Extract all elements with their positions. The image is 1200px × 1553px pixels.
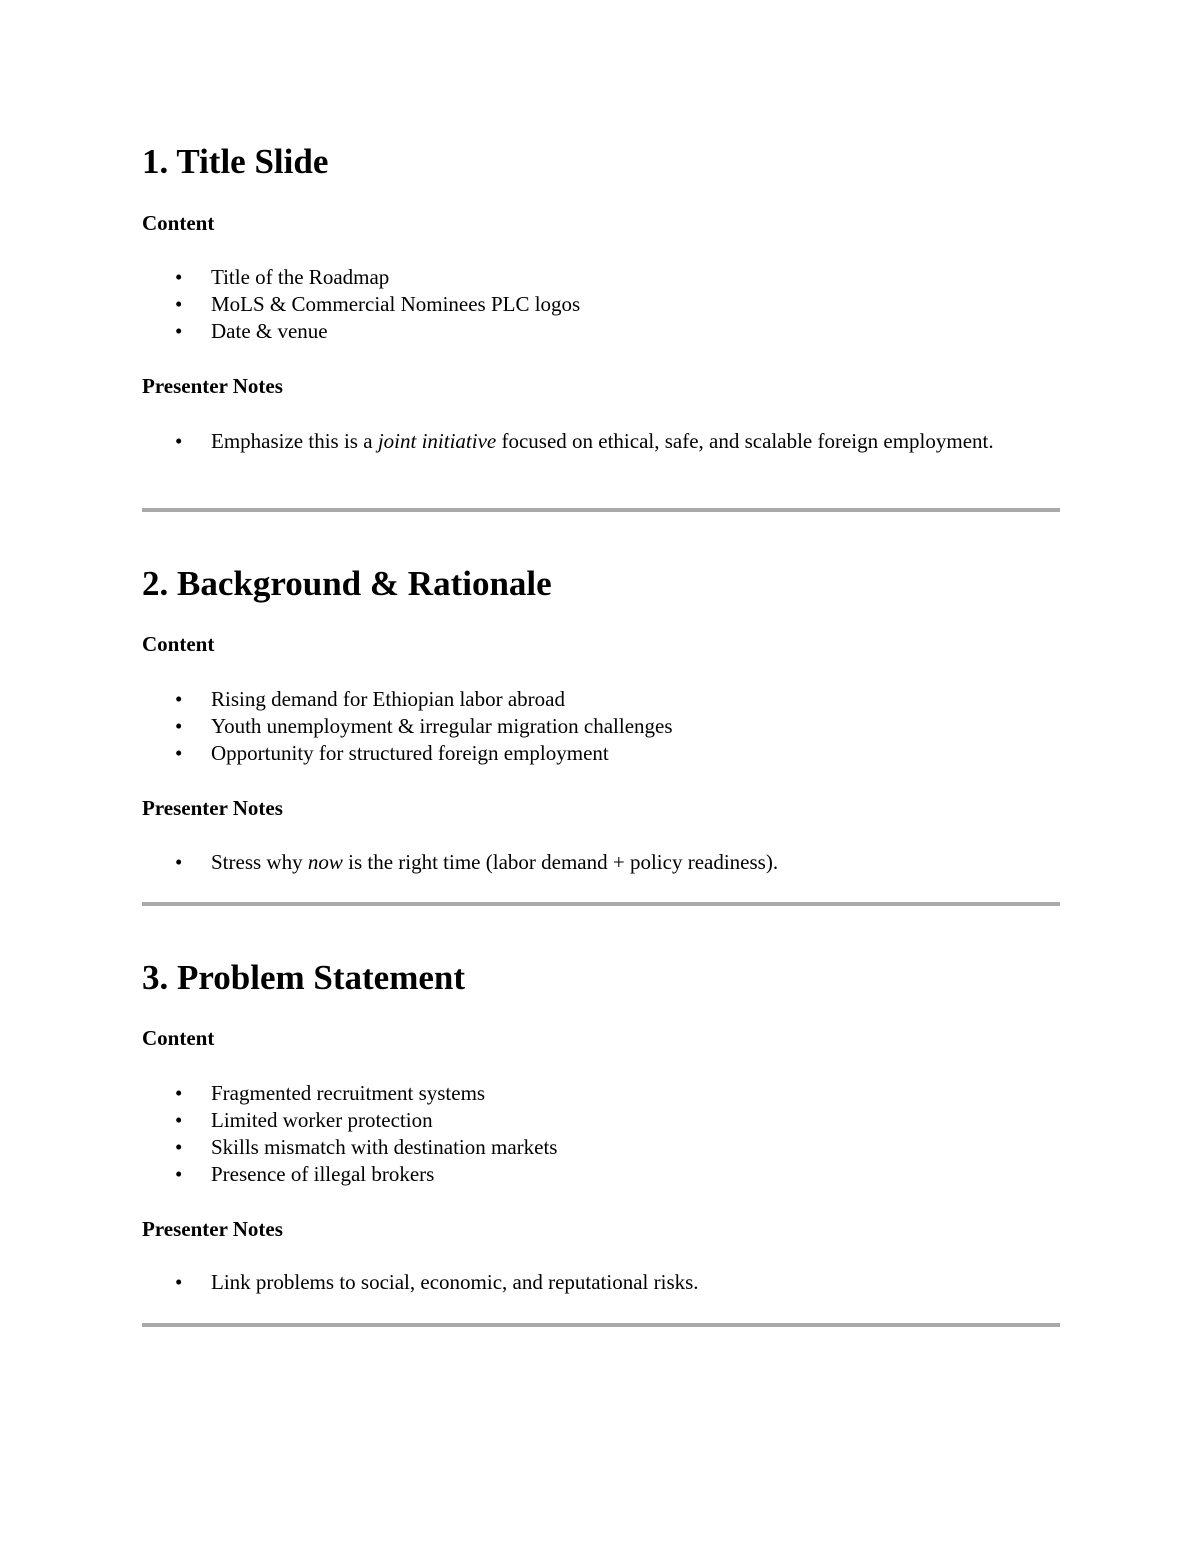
list-item: • Date & venue bbox=[142, 318, 1060, 345]
content-list bbox=[142, 686, 1060, 767]
section-heading: 3. Problem Statement bbox=[142, 958, 466, 997]
note-emphasis: now bbox=[307, 850, 343, 874]
section-heading: 1. Title Slide bbox=[142, 142, 329, 181]
note-text: Link problems to social, economic, and reputational risks. bbox=[211, 1270, 699, 1294]
notes-list bbox=[142, 849, 1060, 876]
list-item: • Rising demand for Ethiopian labor abroad bbox=[142, 686, 1060, 713]
presenter-notes-label: Presenter Notes bbox=[142, 374, 283, 398]
content-label: Content bbox=[142, 632, 215, 656]
list-item: • Fragmented recruitment systems bbox=[142, 1080, 1060, 1107]
list-item: • Presence of illegal brokers bbox=[142, 1161, 1060, 1188]
notes-list bbox=[142, 1269, 1060, 1296]
note-item bbox=[142, 1269, 1060, 1296]
section-heading: 2. Background & Rationale bbox=[142, 564, 552, 603]
list-item: • Youth unemployment & irregular migration challenges bbox=[142, 713, 1060, 740]
note-text: focused on ethical, safe, and scalable foreign employment. bbox=[496, 429, 994, 453]
note-text: Stress why bbox=[211, 850, 308, 874]
notes-list bbox=[142, 428, 1060, 455]
content-label: Content bbox=[142, 211, 215, 235]
note-emphasis: joint initiative bbox=[377, 429, 497, 453]
content-label: Content bbox=[142, 1026, 215, 1050]
list-item: • MoLS & Commercial Nominees PLC logos bbox=[142, 291, 1060, 318]
list-item: • Opportunity for structured foreign employment bbox=[142, 740, 1060, 767]
note-text: Emphasize this is a bbox=[211, 429, 378, 453]
list-item: • Skills mismatch with destination markets bbox=[142, 1134, 1060, 1161]
note-item bbox=[142, 428, 1060, 455]
note-item bbox=[142, 849, 1060, 876]
presenter-notes-label: Presenter Notes bbox=[142, 796, 283, 820]
section-divider bbox=[142, 902, 1060, 906]
content-list bbox=[142, 264, 1060, 345]
list-item: • Limited worker protection bbox=[142, 1107, 1060, 1134]
section-divider bbox=[142, 1323, 1060, 1327]
list-item: • Title of the Roadmap bbox=[142, 264, 1060, 291]
content-list bbox=[142, 1080, 1060, 1188]
note-text: is the right time (labor demand + policy readiness). bbox=[342, 850, 779, 874]
presenter-notes-label: Presenter Notes bbox=[142, 1217, 283, 1241]
section-divider bbox=[142, 508, 1060, 512]
